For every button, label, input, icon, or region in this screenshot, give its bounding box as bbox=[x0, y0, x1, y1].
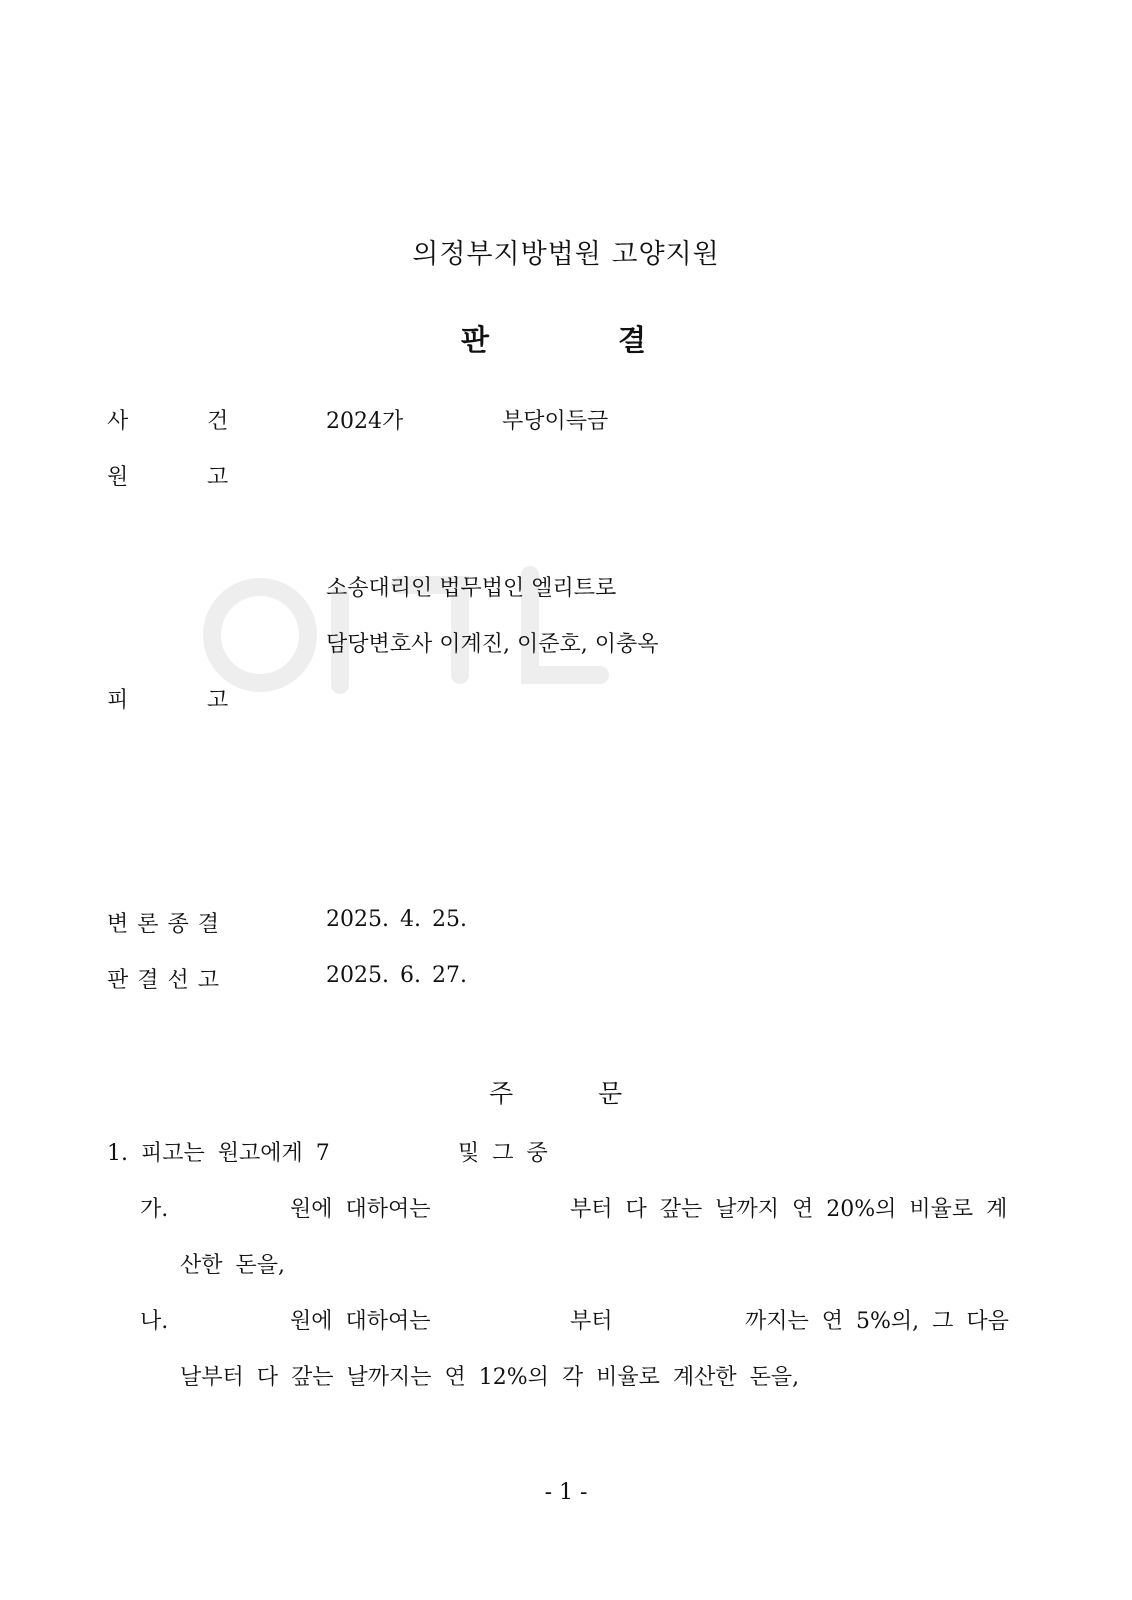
judgment-date-label: 판 결 선 고 bbox=[107, 968, 220, 993]
case-name: 부당이득금 bbox=[502, 409, 609, 434]
judgment-date: 2025. 6. 27. bbox=[326, 963, 467, 988]
case-label-1: 사 bbox=[107, 409, 129, 434]
order-sub-na-part-3: 까지는 연 5%의, 그 다음 bbox=[745, 1309, 1009, 1334]
order-sub-ga-marker: 가. bbox=[140, 1197, 169, 1222]
case-number: 2024가 bbox=[326, 409, 404, 434]
order-sub-ga-continuation: 산한 돈을, bbox=[180, 1253, 285, 1278]
plaintiff-label-2: 고 bbox=[207, 465, 229, 490]
order-sub-na-part-2: 부터 bbox=[570, 1309, 613, 1334]
order-sub-na-marker: 나. bbox=[140, 1309, 169, 1334]
document-title-left: 판 bbox=[461, 323, 490, 357]
plaintiff-counsel-attorneys: 담당변호사 이계진, 이준호, 이충옥 bbox=[326, 632, 659, 657]
court-name: 의정부지방법원 고양지원 bbox=[412, 239, 720, 270]
order-sub-ga-part-1: 원에 대하여는 bbox=[290, 1197, 431, 1222]
order-sub-na-part-1: 원에 대하여는 bbox=[290, 1309, 431, 1334]
order-sub-ga-part-2: 부터 다 갚는 날까지 연 20%의 비율로 계 bbox=[570, 1197, 1008, 1222]
plaintiff-label-1: 원 bbox=[107, 465, 129, 490]
defendant-label-1: 피 bbox=[107, 688, 129, 713]
defendant-label-2: 고 bbox=[207, 688, 229, 713]
order-item-1-start: 1. 피고는 원고에게 7 bbox=[107, 1141, 330, 1166]
case-label-2: 건 bbox=[207, 409, 229, 434]
page-number: - 1 - bbox=[544, 1480, 588, 1505]
argument-closed-date: 2025. 4. 25. bbox=[326, 907, 467, 932]
argument-closed-label: 변 론 종 결 bbox=[107, 912, 220, 937]
plaintiff-counsel-firm: 소송대리인 법무법인 엘리트로 bbox=[326, 576, 617, 601]
order-sub-na-continuation: 날부터 다 갚는 날까지는 연 12%의 각 비율로 계산한 돈을, bbox=[180, 1365, 800, 1390]
document-title-right: 결 bbox=[618, 323, 647, 357]
order-heading-right: 문 bbox=[598, 1079, 623, 1108]
order-heading-left: 주 bbox=[489, 1079, 514, 1108]
order-item-1-end: 및 그 중 bbox=[458, 1141, 548, 1166]
